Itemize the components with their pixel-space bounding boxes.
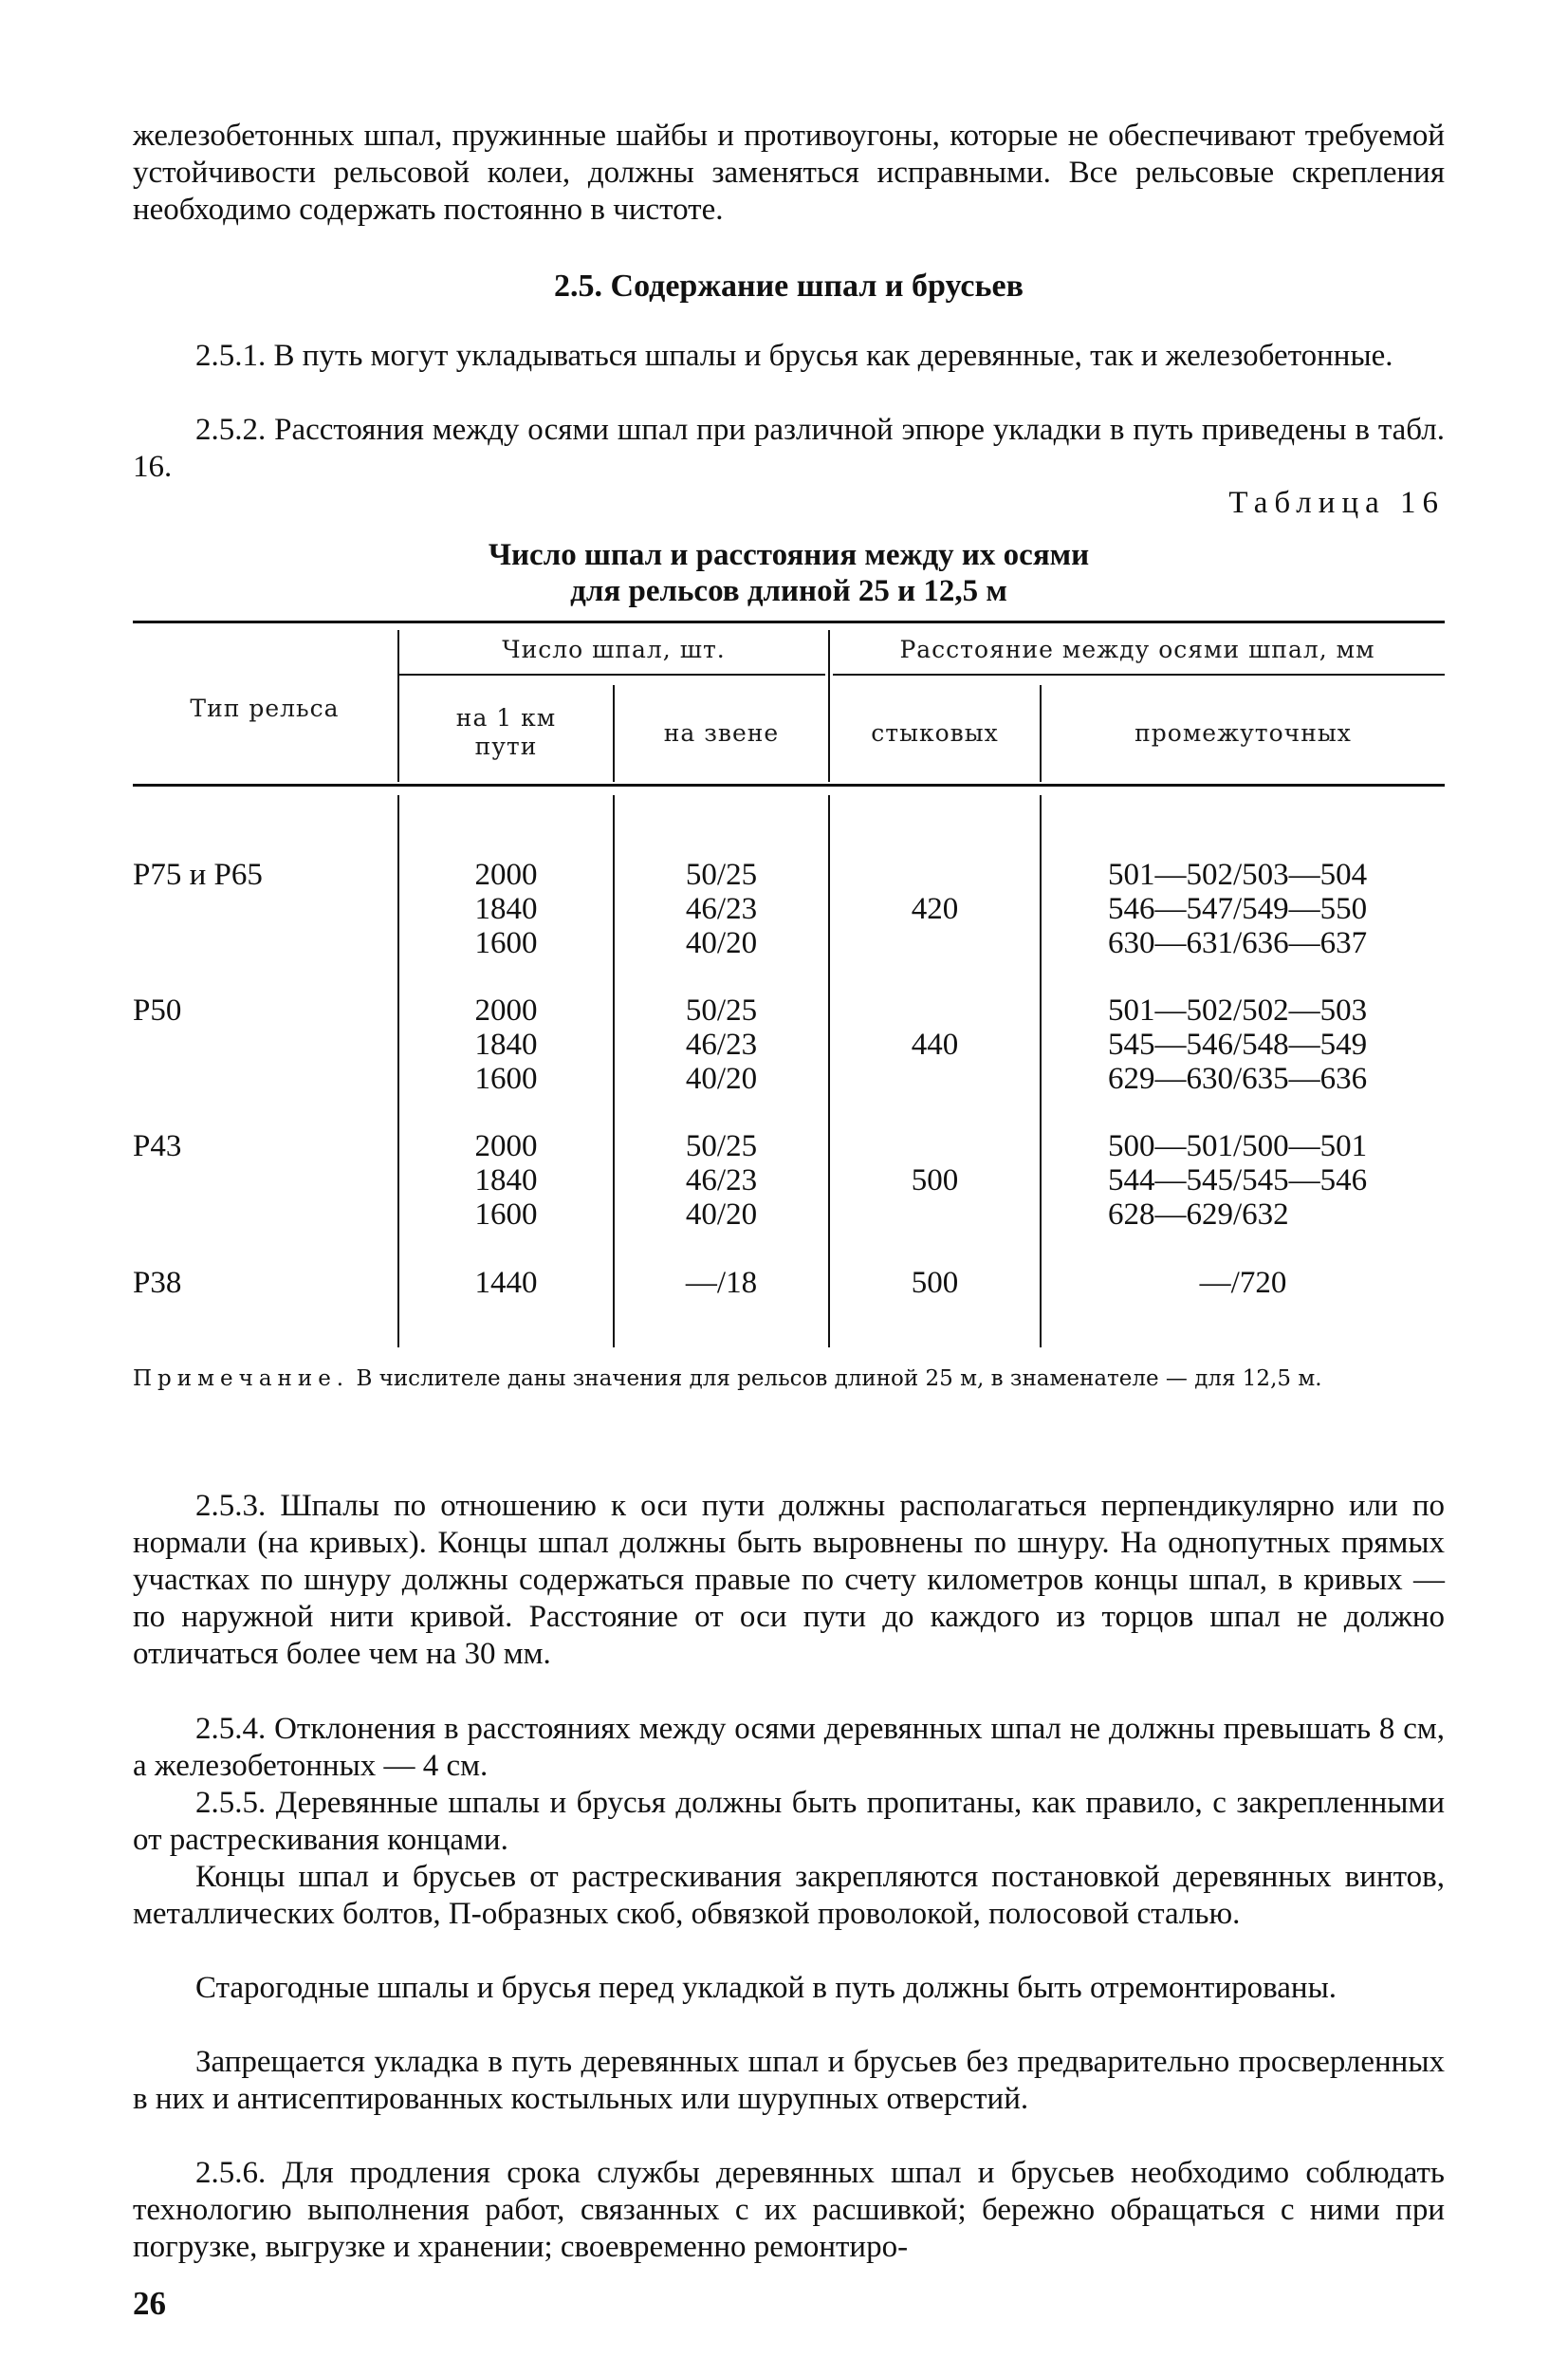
table-note-text: В числителе даны значения для рельсов длиной 25 м, в знаменателе — для 12,5 м. bbox=[356, 1366, 1322, 1391]
row-3-per-km-1: 2000 bbox=[474, 1129, 538, 1163]
row-1-per-km-1: 2000 bbox=[474, 858, 538, 892]
row-1-intermediate-1: 501—502/503—504 bbox=[1108, 858, 1368, 892]
row-2-intermediate-1: 501—502/502—503 bbox=[1108, 993, 1368, 1028]
header-rule-distance bbox=[833, 674, 1445, 676]
row-2-per-km-2: 1840 bbox=[474, 1028, 538, 1062]
paragraph-2-5-4: 2.5.4. Отклонения в расстояниях между осями деревянных шпал не должны превышать 8 см, а железобетонных — 4 см. bbox=[133, 1712, 1445, 1783]
row-2-per-km-3: 1600 bbox=[474, 1062, 538, 1096]
paragraph-2-5-6: 2.5.6. Для продления срока службы деревянных шпал и брусьев необходимо соблюдать технологию выполнения работ, связанных с их расшивкой; бережно обращаться с ними при погрузке, выгрузке и хранении; своевременно ремонтиро- bbox=[133, 2156, 1445, 2264]
row-3-per-km-2: 1840 bbox=[474, 1163, 538, 1197]
body-divider-4 bbox=[1040, 795, 1042, 1347]
paragraph-forbidden: Запрещается укладка в путь деревянных шпал и брусьев без предварительно просверленных в них и антисептированных костыльных или шурупных отверстий. bbox=[133, 2045, 1445, 2116]
row-3-intermediate-2: 544—545/545—546 bbox=[1108, 1163, 1368, 1197]
header-per-km bbox=[399, 704, 613, 761]
row-3-rail: Р43 bbox=[133, 1129, 182, 1163]
row-3-joint: 500 bbox=[911, 1163, 959, 1197]
row-2-per-link-3: 40/20 bbox=[685, 1062, 758, 1096]
table-title-line-1: Число шпал и расстояния между их осями bbox=[488, 538, 1090, 572]
header-rail-type: Тип рельса bbox=[190, 695, 340, 722]
row-3-per-km bbox=[399, 1129, 613, 1232]
header-per-link: на звене bbox=[663, 719, 780, 747]
row-1-per-km-3: 1600 bbox=[474, 926, 538, 960]
row-1-joint: 420 bbox=[911, 892, 959, 926]
header-joint: стыковых bbox=[871, 719, 999, 747]
row-2-per-link bbox=[615, 993, 828, 1096]
row-2-per-link-1: 50/25 bbox=[685, 993, 758, 1028]
header-rule-count bbox=[398, 674, 825, 676]
row-2-intermediate bbox=[1108, 993, 1367, 1096]
row-3-intermediate-3: 628—629/632 bbox=[1108, 1197, 1289, 1232]
header-sleeper-count: Число шпал, шт. bbox=[502, 636, 726, 663]
table-title-line-2: для рельсов длиной 25 и 12,5 м bbox=[570, 574, 1007, 608]
row-2-per-link-2: 46/23 bbox=[685, 1028, 758, 1062]
row-2-intermediate-3: 629—630/635—636 bbox=[1108, 1062, 1368, 1096]
body-divider-3 bbox=[828, 795, 830, 1347]
top-paragraph: железобетонных шпал, пружинные шайбы и противоугоны, которые не обеспечивают требуемой устойчивости рельсовой колеи, должны заменяться исправными. Все рельсовые скрепления необходимо содержать постоянно в чистоте. bbox=[133, 119, 1445, 227]
table-note-label: Примечание. bbox=[133, 1366, 350, 1391]
header-per-km-line-1: на 1 км bbox=[455, 704, 557, 732]
row-4-per-link bbox=[615, 1266, 828, 1300]
row-3-per-link-2: 46/23 bbox=[685, 1163, 758, 1197]
page-number: 26 bbox=[133, 2285, 166, 2322]
row-1-per-km-2: 1840 bbox=[474, 892, 538, 926]
row-4-per-link-1: —/18 bbox=[685, 1266, 758, 1300]
row-3-intermediate-1: 500—501/500—501 bbox=[1108, 1129, 1368, 1163]
paragraph-ends-fixing: Концы шпал и брусьев от растрескивания закрепляются постановкой деревянных винтов, металлических болтов, П-образных скоб, обвязкой проволокой, полосовой сталью. bbox=[133, 1860, 1445, 1931]
row-4-rail: Р38 bbox=[133, 1266, 182, 1300]
row-3-intermediate bbox=[1108, 1129, 1367, 1232]
paragraph-old-sleepers: Старогодные шпалы и брусья перед укладкой в путь должны быть отремонтированы. bbox=[195, 1971, 1337, 2005]
row-1-per-link bbox=[615, 858, 828, 960]
row-1-per-link-2: 46/23 bbox=[685, 892, 758, 926]
header-distance: Расстояние между осями шпал, мм bbox=[899, 636, 1375, 663]
row-1-per-link-1: 50/25 bbox=[685, 858, 758, 892]
table-top-rule bbox=[133, 621, 1445, 623]
row-2-intermediate-2: 545—546/548—549 bbox=[1108, 1028, 1368, 1062]
row-3-per-km-3: 1600 bbox=[474, 1197, 538, 1232]
row-1-per-link-3: 40/20 bbox=[685, 926, 758, 960]
row-1-intermediate bbox=[1108, 858, 1367, 960]
row-1-intermediate-2: 546—547/549—550 bbox=[1108, 892, 1368, 926]
header-bottom-rule bbox=[133, 784, 1445, 787]
row-1-intermediate-3: 630—631/636—637 bbox=[1108, 926, 1368, 960]
row-1-per-km bbox=[399, 858, 613, 960]
row-4-per-km-1: 1440 bbox=[474, 1266, 538, 1300]
table-label: Таблица 16 bbox=[1228, 486, 1445, 520]
row-1-rail: Р75 и Р65 bbox=[133, 858, 263, 892]
header-intermediate: промежуточных bbox=[1134, 719, 1352, 747]
row-2-per-km bbox=[399, 993, 613, 1096]
header-per-km-line-2: пути bbox=[474, 733, 538, 760]
section-heading: 2.5. Содержание шпал и брусьев bbox=[554, 269, 1024, 304]
paragraph-2-5-3: 2.5.3. Шпалы по отношению к оси пути должны располагаться перпендикулярно или по нормали (на кривых). Концы шпал должны быть выровнены по шнуру. На однопутных прямых участках по шнуру должны содержаться правые по счету километров концы шпал, в кривых — по наружной нити кривой. Расстояние от оси пути до каждого из торцов шпал не должно отличаться более чем на 30 мм. bbox=[133, 1489, 1445, 1671]
row-2-per-km-1: 2000 bbox=[474, 993, 538, 1028]
paragraph-2-5-5: 2.5.5. Деревянные шпалы и брусья должны быть пропитаны, как правило, с закрепленными от растрескивания концами. bbox=[133, 1786, 1445, 1857]
paragraph-2-5-2: 2.5.2. Расстояния между осями шпал при различной эпюре укладки в путь приведены в табл. 16. bbox=[133, 413, 1445, 484]
row-2-rail: Р50 bbox=[133, 993, 182, 1028]
row-2-joint: 440 bbox=[911, 1028, 959, 1062]
table-note bbox=[133, 1364, 1445, 1393]
row-4-per-km bbox=[399, 1266, 613, 1300]
row-3-per-link bbox=[615, 1129, 828, 1232]
row-3-per-link-3: 40/20 bbox=[685, 1197, 758, 1232]
table-title bbox=[133, 537, 1445, 609]
paragraph-2-5-1: 2.5.1. В путь могут укладываться шпалы и брусья как деревянные, так и железобетонные. bbox=[195, 339, 1393, 373]
row-4-joint: 500 bbox=[911, 1266, 959, 1300]
row-4-intermediate-1: —/720 bbox=[1199, 1266, 1287, 1300]
row-4-intermediate bbox=[1042, 1266, 1445, 1300]
row-3-per-link-1: 50/25 bbox=[685, 1129, 758, 1163]
